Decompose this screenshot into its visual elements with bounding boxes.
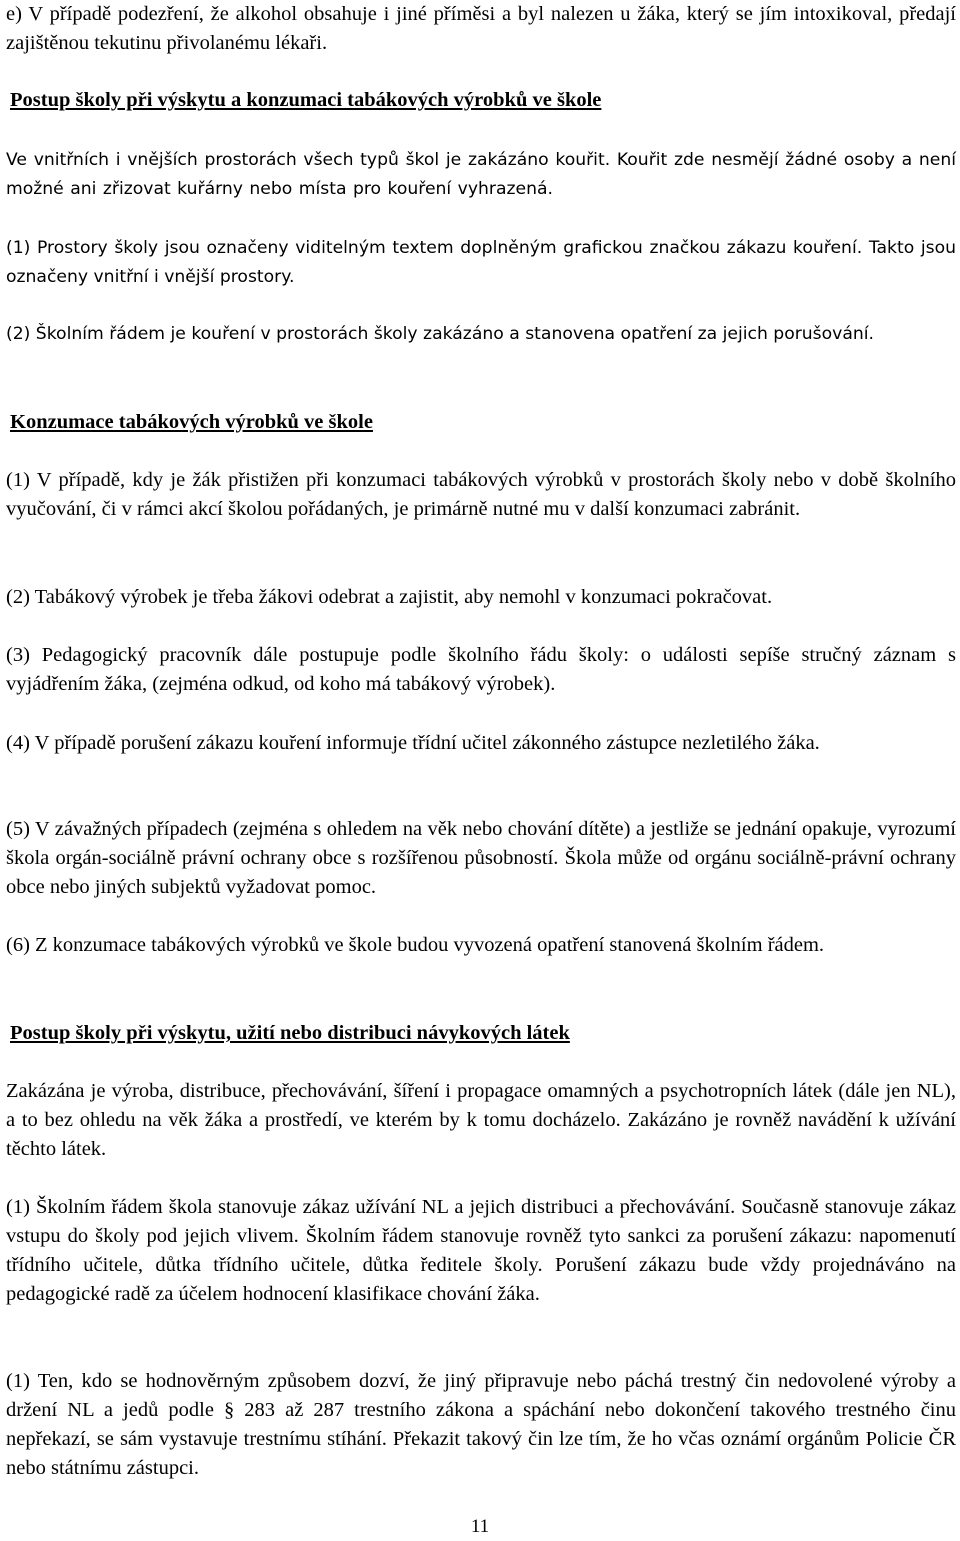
page-number: 11 (470, 1516, 490, 1537)
paragraph-inform-guardian: (4) V případě porušení zákazu kouření informuje třídní učitel zákonného zástupce nezletilého žáka. (6, 732, 820, 754)
heading-addictive-substances: Postup školy při výskytu, užití nebo distribuci návykových látek (10, 1022, 570, 1044)
paragraph-serious-cases: (5) V závažných případech (zejména s ohledem na věk nebo chování dítěte) a jestliže se jednání opakuje, vyrozumí škola orgán-sociálně právní ochrany obce s rozšířenou působností. Škola může od orgánu sociálně-právní ochrany obce nebo jiných subjektů vyžadovat pomoc. (6, 818, 956, 898)
paragraph-tobacco-caught: (1) V případě, kdy je žák přistižen při konzumaci tabákových výrobků v prostorách školy nebo v době školního vyučování, či v rámci akcí školou pořádaných, je primárně nutné mu v další konzumaci zabránit. (6, 469, 956, 520)
paragraph-school-rules-nl: (1) Školním řádem škola stanovuje zákaz užívání NL a jejich distribuci a přechovávání. Současně stanovuje zákaz vstupu do školy pod jejich vlivem. Školním řádem stanovuje rovněž tyto sankci za porušení zákazu: napomenutí třídního učitele, důtka třídního učitele, důtka ředitele školy. Porušení zákazu bude vždy projednáváno na pedagogické radě za účelem hodnocení klasifikace chování žáka. (6, 1196, 956, 1305)
paragraph-teacher-record: (3) Pedagogický pracovník dále postupuje podle školního řádu školy: o události sepíše stručný záznam s vyjádřením žáka, (zejména odkud, od koho má tabákový výrobek). (6, 644, 956, 695)
paragraph-tobacco-confiscate: (2) Tabákový výrobek je třeba žákovi odebrat a zajistit, aby nemohl v konzumaci pokračovat. (6, 586, 773, 608)
paragraph-alcohol-substances: e) V případě podezření, že alkohol obsahuje i jiné příměsi a byl nalezen u žáka, který se jím intoxikoval, předají zajištěnou tekutinu přivolanému lékaři. (6, 3, 956, 54)
heading-tobacco-consumption: Konzumace tabákových výrobků ve škole (10, 411, 373, 433)
paragraph-substances-ban: Zakázána je výroba, distribuce, přechovávání, šíření i propagace omamných a psychotropních látek (dále jen NL), a to bez ohledu na věk žáka a prostředí, ve kterém by k tomu docházelo. Zakázáno je rovněž navádění k užívání těchto látek. (6, 1080, 956, 1160)
paragraph-premises-marked: (1) Prostory školy jsou označeny viditelným textem doplněným grafickou značkou zákazu kouření. Takto jsou označeny vnitřní i vnější prostory. (6, 238, 956, 287)
paragraph-criminal-liability: (1) Ten, kdo se hodnověrným způsobem dozví, že jiný připravuje nebo páchá trestný čin nedovolené výroby a držení NL a jedů podle § 283 až 287 trestního zákona a spáchání nebo dokončení takového trestného činu nepřekazí, se sám vystavuje trestnímu stíhání. Překazit takový čin lze tím, že ho včas oznámí orgánům Policie ČR nebo státnímu zástupci. (6, 1370, 956, 1479)
heading-tobacco-procedure: Postup školy při výskytu a konzumaci tabákových výrobků ve škole (10, 89, 602, 111)
paragraph-school-rules-smoking: (2) Školním řádem je kouření v prostorách školy zakázáno a stanovena opatření za jejich porušování. (6, 324, 874, 344)
paragraph-smoking-ban: Ve vnitřních i vnějších prostorách všech typů škol je zakázáno kouřit. Kouřit zde nesmějí žádné osoby a není možné ani zřizovat kuřárny nebo místa pro kouření vyhrazená. (6, 150, 956, 199)
paragraph-measures: (6) Z konzumace tabákových výrobků ve škole budou vyvozená opatření stanovená školním řádem. (6, 934, 825, 956)
